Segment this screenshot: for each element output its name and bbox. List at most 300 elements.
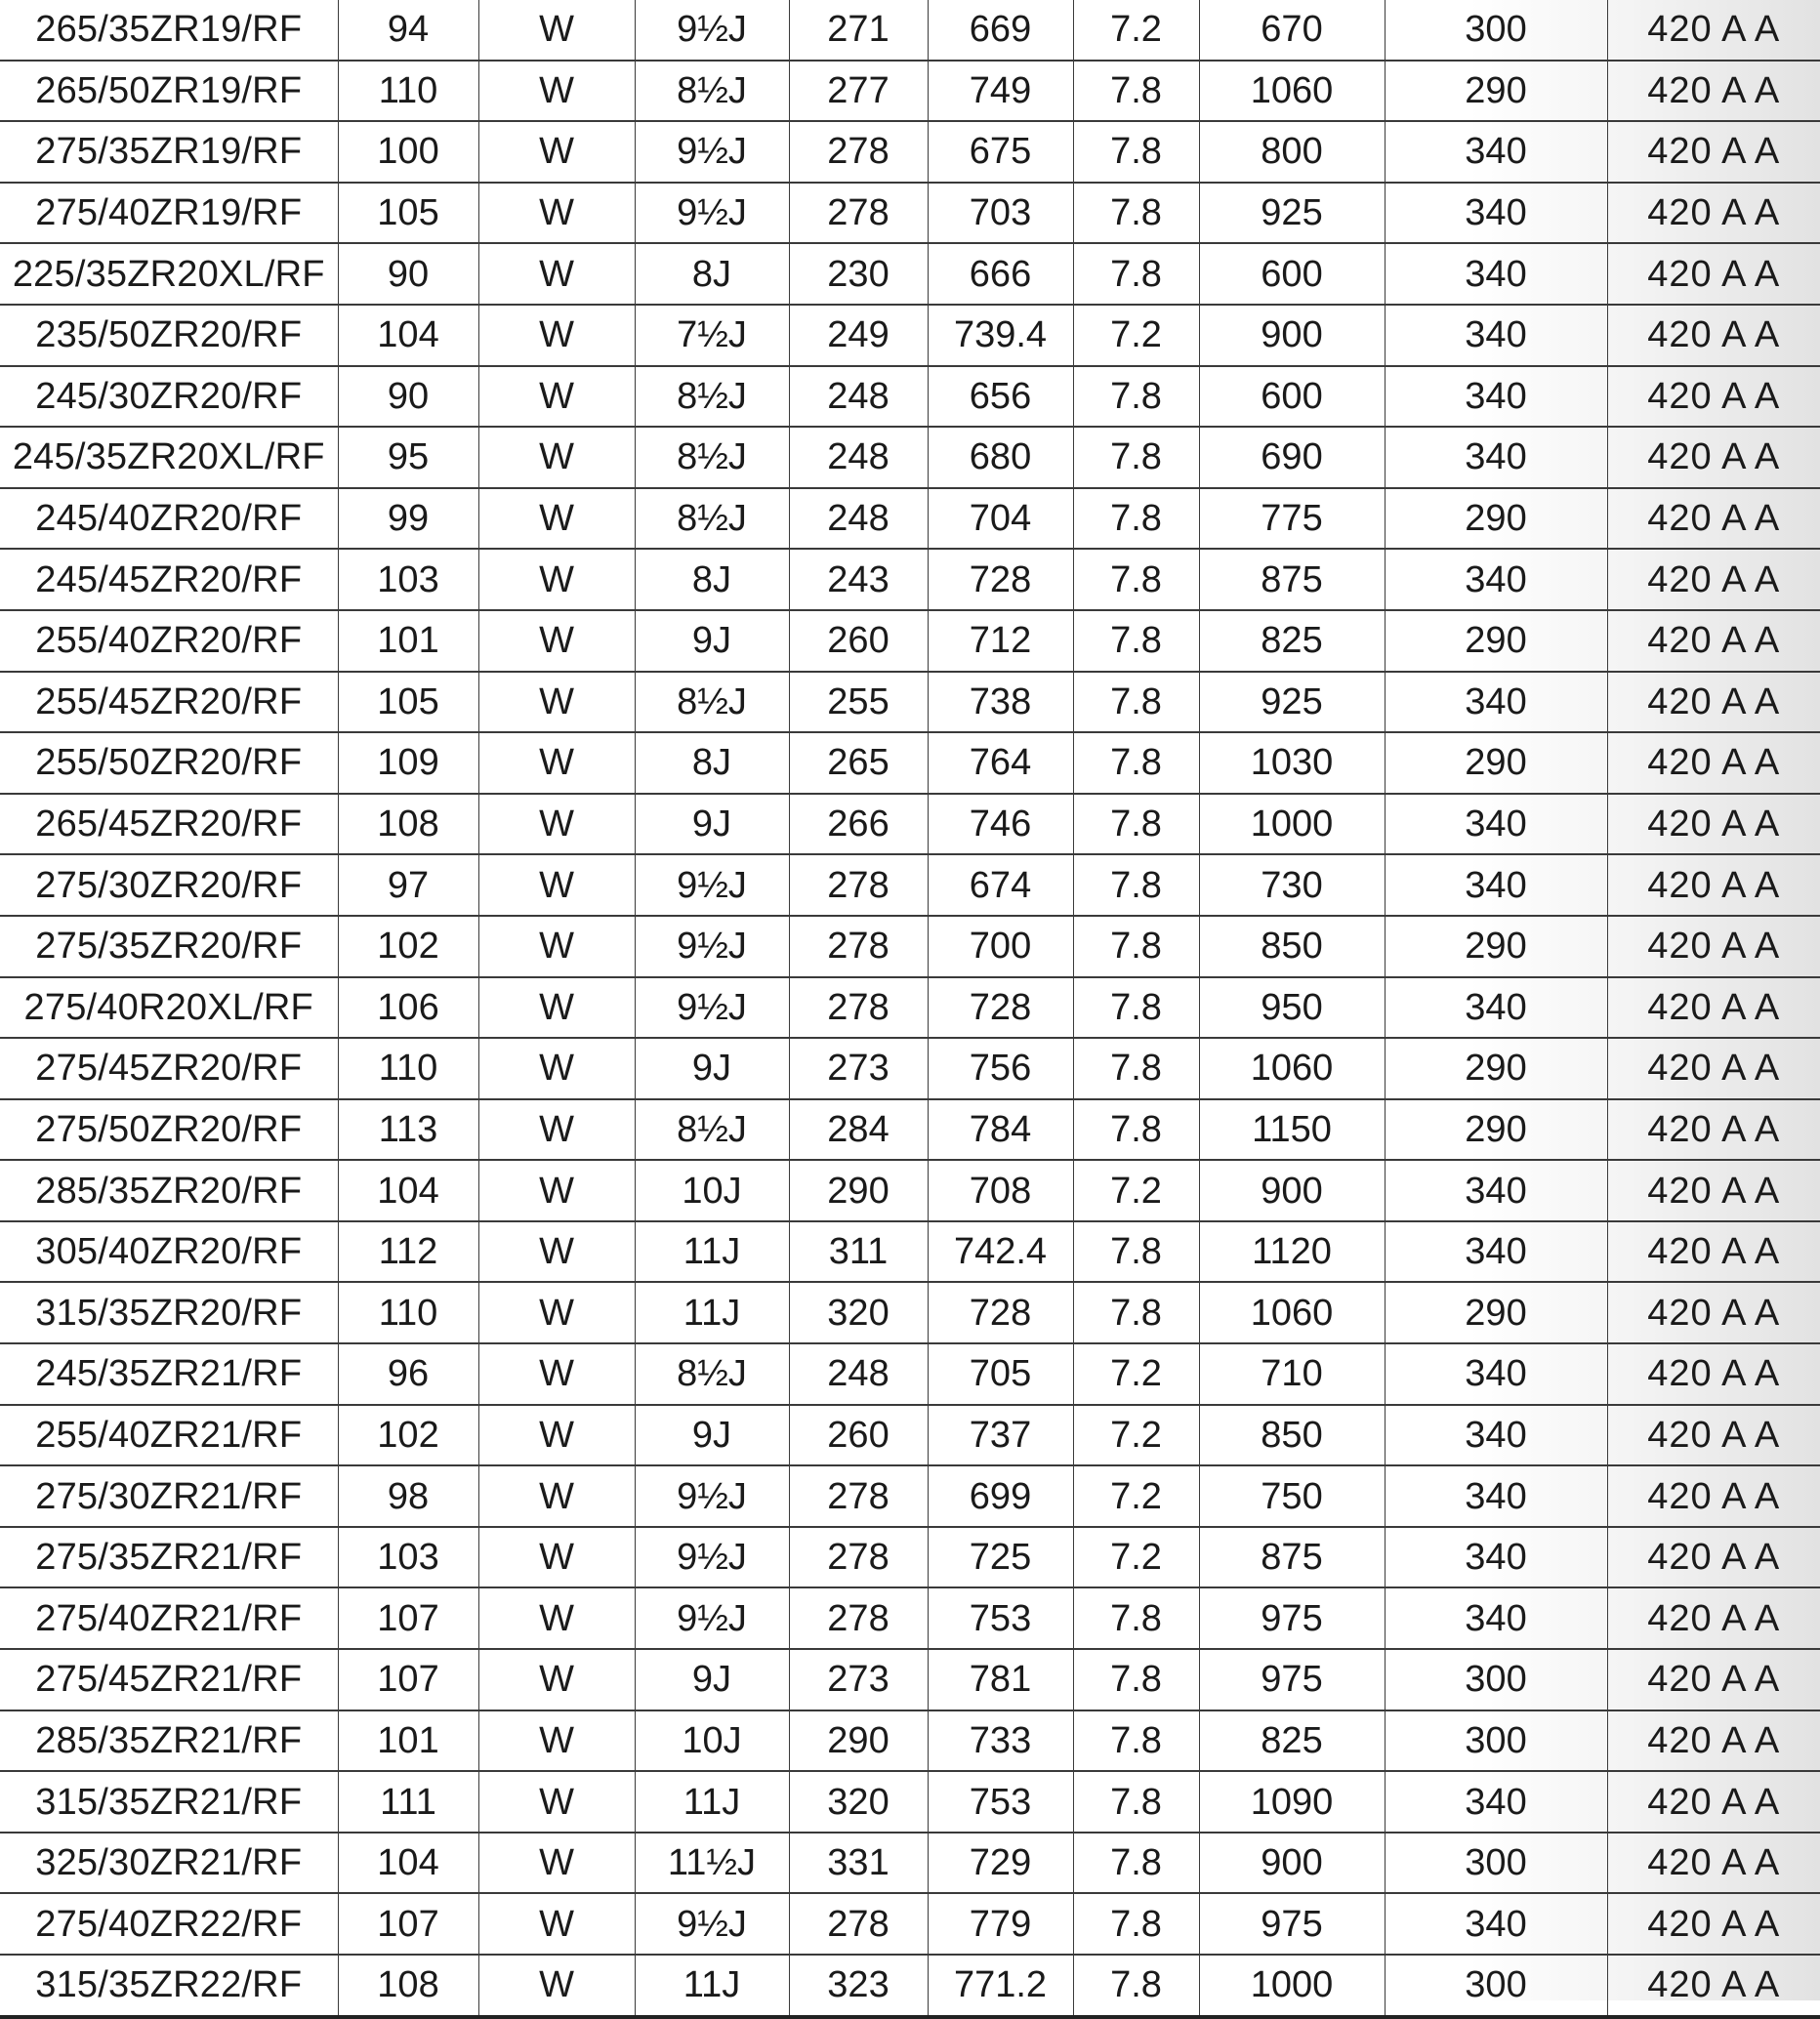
cell-tread-depth: 7.8 <box>1073 610 1199 672</box>
cell-max-pressure: 290 <box>1385 61 1607 122</box>
cell-tread-depth: 7.8 <box>1073 1587 1199 1649</box>
cell-overall-diameter: 703 <box>928 183 1073 244</box>
cell-max-load: 975 <box>1199 1893 1385 1955</box>
cell-max-pressure: 340 <box>1385 1343 1607 1405</box>
cell-rim-width: 9½J <box>635 121 789 183</box>
cell-tread-depth: 7.8 <box>1073 794 1199 855</box>
cell-utqg-rating: 420 A A <box>1607 1710 1820 1772</box>
cell-rim-width: 9J <box>635 1405 789 1466</box>
cell-tire-size: 275/45ZR21/RF <box>0 1649 338 1710</box>
cell-tread-depth: 7.8 <box>1073 243 1199 305</box>
cell-overall-diameter: 700 <box>928 916 1073 977</box>
cell-max-pressure: 340 <box>1385 243 1607 305</box>
cell-load-index: 107 <box>338 1587 478 1649</box>
cell-utqg-rating: 420 A A <box>1607 1771 1820 1833</box>
cell-utqg-rating: 420 A A <box>1607 1282 1820 1343</box>
cell-max-pressure: 300 <box>1385 1649 1607 1710</box>
cell-max-load: 925 <box>1199 183 1385 244</box>
cell-tire-size: 275/45ZR20/RF <box>0 1038 338 1099</box>
cell-utqg-rating: 420 A A <box>1607 1465 1820 1527</box>
cell-overall-diameter: 712 <box>928 610 1073 672</box>
cell-rim-width: 11½J <box>635 1833 789 1894</box>
cell-speed-rating: W <box>478 1527 635 1588</box>
cell-section-width: 320 <box>789 1771 928 1833</box>
cell-section-width: 278 <box>789 854 928 916</box>
cell-speed-rating: W <box>478 1710 635 1772</box>
cell-max-pressure: 340 <box>1385 672 1607 733</box>
cell-max-load: 850 <box>1199 1405 1385 1466</box>
cell-tire-size: 245/40ZR20/RF <box>0 488 338 550</box>
cell-section-width: 260 <box>789 610 928 672</box>
cell-load-index: 90 <box>338 243 478 305</box>
cell-load-index: 106 <box>338 977 478 1039</box>
cell-max-pressure: 340 <box>1385 1160 1607 1221</box>
cell-utqg-rating: 420 A A <box>1607 427 1820 488</box>
cell-rim-width: 8½J <box>635 488 789 550</box>
table-row <box>0 1710 1820 1772</box>
table-row <box>0 916 1820 977</box>
cell-section-width: 248 <box>789 427 928 488</box>
cell-rim-width: 8½J <box>635 366 789 428</box>
cell-section-width: 278 <box>789 1527 928 1588</box>
cell-max-load: 975 <box>1199 1587 1385 1649</box>
cell-max-pressure: 340 <box>1385 1405 1607 1466</box>
cell-load-index: 105 <box>338 672 478 733</box>
cell-overall-diameter: 753 <box>928 1771 1073 1833</box>
cell-utqg-rating: 420 A A <box>1607 0 1820 61</box>
cell-tire-size: 265/45ZR20/RF <box>0 794 338 855</box>
cell-rim-width: 9½J <box>635 1893 789 1955</box>
cell-load-index: 108 <box>338 1955 478 2017</box>
cell-tread-depth: 7.2 <box>1073 1405 1199 1466</box>
cell-max-load: 875 <box>1199 1527 1385 1588</box>
table-row <box>0 1649 1820 1710</box>
cell-max-pressure: 290 <box>1385 488 1607 550</box>
cell-overall-diameter: 728 <box>928 1282 1073 1343</box>
cell-load-index: 100 <box>338 121 478 183</box>
cell-tread-depth: 7.8 <box>1073 1771 1199 1833</box>
table-row <box>0 121 1820 183</box>
cell-tire-size: 255/40ZR20/RF <box>0 610 338 672</box>
cell-overall-diameter: 669 <box>928 0 1073 61</box>
cell-tire-size: 275/40ZR21/RF <box>0 1587 338 1649</box>
cell-section-width: 248 <box>789 1343 928 1405</box>
cell-load-index: 107 <box>338 1649 478 1710</box>
cell-max-pressure: 290 <box>1385 732 1607 794</box>
cell-max-load: 900 <box>1199 1833 1385 1894</box>
cell-utqg-rating: 420 A A <box>1607 243 1820 305</box>
cell-section-width: 278 <box>789 183 928 244</box>
cell-max-pressure: 340 <box>1385 305 1607 366</box>
cell-tire-size: 245/45ZR20/RF <box>0 549 338 610</box>
table-row <box>0 427 1820 488</box>
cell-rim-width: 11J <box>635 1955 789 2017</box>
cell-overall-diameter: 742.4 <box>928 1221 1073 1283</box>
cell-tire-size: 275/40ZR22/RF <box>0 1893 338 1955</box>
cell-rim-width: 11J <box>635 1282 789 1343</box>
cell-utqg-rating: 420 A A <box>1607 672 1820 733</box>
cell-max-load: 1060 <box>1199 1282 1385 1343</box>
cell-max-load: 1000 <box>1199 794 1385 855</box>
cell-speed-rating: W <box>478 794 635 855</box>
cell-rim-width: 9½J <box>635 183 789 244</box>
cell-rim-width: 8J <box>635 732 789 794</box>
cell-tire-size: 255/40ZR21/RF <box>0 1405 338 1466</box>
cell-speed-rating: W <box>478 1465 635 1527</box>
cell-tire-size: 245/35ZR20XL/RF <box>0 427 338 488</box>
cell-speed-rating: W <box>478 732 635 794</box>
table-row <box>0 1587 1820 1649</box>
cell-max-load: 600 <box>1199 243 1385 305</box>
cell-tire-size: 275/30ZR20/RF <box>0 854 338 916</box>
table-row <box>0 1893 1820 1955</box>
cell-utqg-rating: 420 A A <box>1607 1343 1820 1405</box>
cell-utqg-rating: 420 A A <box>1607 1527 1820 1588</box>
cell-max-load: 875 <box>1199 549 1385 610</box>
cell-speed-rating: W <box>478 183 635 244</box>
cell-tire-size: 325/30ZR21/RF <box>0 1833 338 1894</box>
table-row <box>0 854 1820 916</box>
cell-utqg-rating: 420 A A <box>1607 1221 1820 1283</box>
cell-max-pressure: 340 <box>1385 549 1607 610</box>
cell-load-index: 104 <box>338 1833 478 1894</box>
cell-max-load: 750 <box>1199 1465 1385 1527</box>
cell-load-index: 110 <box>338 1038 478 1099</box>
cell-overall-diameter: 725 <box>928 1527 1073 1588</box>
cell-max-pressure: 340 <box>1385 794 1607 855</box>
cell-tread-depth: 7.8 <box>1073 1099 1199 1161</box>
cell-load-index: 96 <box>338 1343 478 1405</box>
cell-rim-width: 9½J <box>635 1527 789 1588</box>
cell-utqg-rating: 420 A A <box>1607 794 1820 855</box>
cell-section-width: 260 <box>789 1405 928 1466</box>
cell-section-width: 278 <box>789 1465 928 1527</box>
cell-section-width: 248 <box>789 488 928 550</box>
cell-rim-width: 9J <box>635 1649 789 1710</box>
cell-max-pressure: 340 <box>1385 1221 1607 1283</box>
cell-rim-width: 8½J <box>635 61 789 122</box>
cell-utqg-rating: 420 A A <box>1607 183 1820 244</box>
cell-section-width: 273 <box>789 1649 928 1710</box>
cell-speed-rating: W <box>478 61 635 122</box>
cell-max-pressure: 340 <box>1385 977 1607 1039</box>
table-row <box>0 549 1820 610</box>
cell-tread-depth: 7.8 <box>1073 977 1199 1039</box>
cell-overall-diameter: 728 <box>928 549 1073 610</box>
cell-max-load: 900 <box>1199 1160 1385 1221</box>
cell-tire-size: 265/35ZR19/RF <box>0 0 338 61</box>
cell-rim-width: 8J <box>635 243 789 305</box>
cell-overall-diameter: 674 <box>928 854 1073 916</box>
cell-max-load: 900 <box>1199 305 1385 366</box>
table-row <box>0 1038 1820 1099</box>
cell-max-load: 690 <box>1199 427 1385 488</box>
cell-tire-size: 315/35ZR21/RF <box>0 1771 338 1833</box>
cell-overall-diameter: 666 <box>928 243 1073 305</box>
cell-speed-rating: W <box>478 1405 635 1466</box>
cell-max-load: 775 <box>1199 488 1385 550</box>
cell-utqg-rating: 420 A A <box>1607 1649 1820 1710</box>
cell-utqg-rating: 420 A A <box>1607 1955 1820 2017</box>
cell-max-pressure: 340 <box>1385 121 1607 183</box>
cell-speed-rating: W <box>478 1833 635 1894</box>
cell-tire-size: 275/40R20XL/RF <box>0 977 338 1039</box>
cell-load-index: 110 <box>338 1282 478 1343</box>
cell-section-width: 311 <box>789 1221 928 1283</box>
cell-load-index: 110 <box>338 61 478 122</box>
cell-speed-rating: W <box>478 243 635 305</box>
cell-section-width: 230 <box>789 243 928 305</box>
cell-tread-depth: 7.8 <box>1073 1649 1199 1710</box>
cell-section-width: 249 <box>789 305 928 366</box>
cell-load-index: 90 <box>338 366 478 428</box>
cell-tread-depth: 7.8 <box>1073 1955 1199 2017</box>
cell-overall-diameter: 699 <box>928 1465 1073 1527</box>
cell-max-pressure: 290 <box>1385 610 1607 672</box>
cell-tread-depth: 7.8 <box>1073 549 1199 610</box>
cell-load-index: 94 <box>338 0 478 61</box>
cell-load-index: 98 <box>338 1465 478 1527</box>
table-row <box>0 1099 1820 1161</box>
cell-rim-width: 9½J <box>635 977 789 1039</box>
cell-speed-rating: W <box>478 672 635 733</box>
cell-section-width: 278 <box>789 916 928 977</box>
cell-overall-diameter: 749 <box>928 61 1073 122</box>
cell-tire-size: 285/35ZR21/RF <box>0 1710 338 1772</box>
cell-rim-width: 11J <box>635 1221 789 1283</box>
cell-speed-rating: W <box>478 1955 635 2017</box>
cell-speed-rating: W <box>478 549 635 610</box>
cell-load-index: 112 <box>338 1221 478 1283</box>
cell-utqg-rating: 420 A A <box>1607 1833 1820 1894</box>
cell-tread-depth: 7.8 <box>1073 1710 1199 1772</box>
cell-section-width: 255 <box>789 672 928 733</box>
cell-max-pressure: 340 <box>1385 1527 1607 1588</box>
table-row <box>0 794 1820 855</box>
cell-load-index: 103 <box>338 1527 478 1588</box>
cell-tire-size: 315/35ZR20/RF <box>0 1282 338 1343</box>
cell-utqg-rating: 420 A A <box>1607 916 1820 977</box>
cell-max-pressure: 340 <box>1385 1587 1607 1649</box>
cell-tread-depth: 7.2 <box>1073 1160 1199 1221</box>
cell-tread-depth: 7.8 <box>1073 1221 1199 1283</box>
cell-max-load: 600 <box>1199 366 1385 428</box>
cell-max-pressure: 340 <box>1385 366 1607 428</box>
cell-rim-width: 9J <box>635 610 789 672</box>
cell-section-width: 271 <box>789 0 928 61</box>
cell-max-pressure: 300 <box>1385 0 1607 61</box>
cell-tread-depth: 7.2 <box>1073 0 1199 61</box>
cell-overall-diameter: 729 <box>928 1833 1073 1894</box>
cell-overall-diameter: 746 <box>928 794 1073 855</box>
cell-tire-size: 235/50ZR20/RF <box>0 305 338 366</box>
cell-max-load: 710 <box>1199 1343 1385 1405</box>
cell-tread-depth: 7.8 <box>1073 183 1199 244</box>
cell-rim-width: 9J <box>635 794 789 855</box>
cell-load-index: 113 <box>338 1099 478 1161</box>
table-row <box>0 1771 1820 1833</box>
cell-max-pressure: 300 <box>1385 1955 1607 2017</box>
cell-utqg-rating: 420 A A <box>1607 1587 1820 1649</box>
table-row <box>0 305 1820 366</box>
cell-tread-depth: 7.8 <box>1073 1893 1199 1955</box>
cell-rim-width: 9½J <box>635 916 789 977</box>
cell-load-index: 105 <box>338 183 478 244</box>
cell-tire-size: 285/35ZR20/RF <box>0 1160 338 1221</box>
cell-load-index: 102 <box>338 1405 478 1466</box>
cell-tire-size: 245/30ZR20/RF <box>0 366 338 428</box>
cell-section-width: 290 <box>789 1160 928 1221</box>
cell-tread-depth: 7.8 <box>1073 1038 1199 1099</box>
cell-speed-rating: W <box>478 1282 635 1343</box>
cell-section-width: 278 <box>789 977 928 1039</box>
cell-max-pressure: 290 <box>1385 916 1607 977</box>
cell-tire-size: 225/35ZR20XL/RF <box>0 243 338 305</box>
cell-tire-size: 275/35ZR20/RF <box>0 916 338 977</box>
cell-section-width: 273 <box>789 1038 928 1099</box>
cell-rim-width: 8½J <box>635 1099 789 1161</box>
cell-section-width: 278 <box>789 1893 928 1955</box>
cell-utqg-rating: 420 A A <box>1607 610 1820 672</box>
cell-load-index: 102 <box>338 916 478 977</box>
cell-speed-rating: W <box>478 916 635 977</box>
cell-max-load: 1060 <box>1199 1038 1385 1099</box>
cell-tread-depth: 7.2 <box>1073 305 1199 366</box>
cell-rim-width: 9J <box>635 1038 789 1099</box>
cell-load-index: 101 <box>338 610 478 672</box>
cell-tread-depth: 7.2 <box>1073 1343 1199 1405</box>
cell-speed-rating: W <box>478 488 635 550</box>
cell-utqg-rating: 420 A A <box>1607 977 1820 1039</box>
cell-max-pressure: 340 <box>1385 183 1607 244</box>
cell-tread-depth: 7.2 <box>1073 1527 1199 1588</box>
cell-tread-depth: 7.8 <box>1073 854 1199 916</box>
cell-overall-diameter: 739.4 <box>928 305 1073 366</box>
cell-max-pressure: 290 <box>1385 1282 1607 1343</box>
cell-utqg-rating: 420 A A <box>1607 305 1820 366</box>
table-row <box>0 488 1820 550</box>
cell-max-pressure: 340 <box>1385 1893 1607 1955</box>
cell-max-load: 925 <box>1199 672 1385 733</box>
table-row <box>0 1405 1820 1466</box>
cell-tire-size: 275/35ZR19/RF <box>0 121 338 183</box>
cell-rim-width: 10J <box>635 1710 789 1772</box>
cell-speed-rating: W <box>478 1343 635 1405</box>
cell-rim-width: 7½J <box>635 305 789 366</box>
cell-utqg-rating: 420 A A <box>1607 1893 1820 1955</box>
cell-max-load: 1090 <box>1199 1771 1385 1833</box>
cell-max-pressure: 290 <box>1385 1099 1607 1161</box>
cell-utqg-rating: 420 A A <box>1607 488 1820 550</box>
cell-utqg-rating: 420 A A <box>1607 366 1820 428</box>
cell-section-width: 284 <box>789 1099 928 1161</box>
cell-speed-rating: W <box>478 1649 635 1710</box>
cell-overall-diameter: 704 <box>928 488 1073 550</box>
cell-tread-depth: 7.8 <box>1073 1282 1199 1343</box>
cell-tread-depth: 7.8 <box>1073 672 1199 733</box>
table-row <box>0 61 1820 122</box>
cell-rim-width: 8½J <box>635 672 789 733</box>
cell-max-pressure: 340 <box>1385 854 1607 916</box>
cell-tire-size: 275/30ZR21/RF <box>0 1465 338 1527</box>
cell-tread-depth: 7.8 <box>1073 1833 1199 1894</box>
cell-rim-width: 8½J <box>635 1343 789 1405</box>
cell-section-width: 323 <box>789 1955 928 2017</box>
cell-tire-size: 265/50ZR19/RF <box>0 61 338 122</box>
cell-section-width: 277 <box>789 61 928 122</box>
table-row <box>0 1160 1820 1221</box>
cell-tread-depth: 7.8 <box>1073 488 1199 550</box>
cell-max-load: 730 <box>1199 854 1385 916</box>
cell-tread-depth: 7.8 <box>1073 916 1199 977</box>
cell-max-pressure: 290 <box>1385 1038 1607 1099</box>
cell-max-pressure: 340 <box>1385 1465 1607 1527</box>
cell-utqg-rating: 420 A A <box>1607 121 1820 183</box>
cell-speed-rating: W <box>478 1893 635 1955</box>
cell-tire-size: 275/35ZR21/RF <box>0 1527 338 1588</box>
cell-rim-width: 11J <box>635 1771 789 1833</box>
cell-speed-rating: W <box>478 121 635 183</box>
cell-overall-diameter: 680 <box>928 427 1073 488</box>
table-row <box>0 1955 1820 2017</box>
cell-tread-depth: 7.2 <box>1073 1465 1199 1527</box>
cell-section-width: 331 <box>789 1833 928 1894</box>
cell-section-width: 278 <box>789 121 928 183</box>
cell-rim-width: 8½J <box>635 427 789 488</box>
cell-tread-depth: 7.8 <box>1073 427 1199 488</box>
cell-overall-diameter: 753 <box>928 1587 1073 1649</box>
table-row <box>0 183 1820 244</box>
cell-utqg-rating: 420 A A <box>1607 61 1820 122</box>
cell-load-index: 99 <box>338 488 478 550</box>
table-row <box>0 1343 1820 1405</box>
cell-overall-diameter: 784 <box>928 1099 1073 1161</box>
cell-load-index: 111 <box>338 1771 478 1833</box>
cell-load-index: 108 <box>338 794 478 855</box>
cell-overall-diameter: 779 <box>928 1893 1073 1955</box>
cell-load-index: 109 <box>338 732 478 794</box>
cell-tire-size: 255/45ZR20/RF <box>0 672 338 733</box>
table-row <box>0 732 1820 794</box>
cell-max-load: 850 <box>1199 916 1385 977</box>
cell-speed-rating: W <box>478 1771 635 1833</box>
cell-max-load: 1150 <box>1199 1099 1385 1161</box>
cell-max-pressure: 340 <box>1385 1771 1607 1833</box>
cell-load-index: 95 <box>338 427 478 488</box>
cell-overall-diameter: 737 <box>928 1405 1073 1466</box>
cell-overall-diameter: 756 <box>928 1038 1073 1099</box>
cell-tire-size: 255/50ZR20/RF <box>0 732 338 794</box>
cell-section-width: 266 <box>789 794 928 855</box>
cell-rim-width: 9½J <box>635 1587 789 1649</box>
cell-tire-size: 275/40ZR19/RF <box>0 183 338 244</box>
cell-overall-diameter: 771.2 <box>928 1955 1073 2017</box>
cell-tire-size: 315/35ZR22/RF <box>0 1955 338 2017</box>
cell-max-pressure: 300 <box>1385 1710 1607 1772</box>
cell-overall-diameter: 764 <box>928 732 1073 794</box>
cell-section-width: 278 <box>789 1587 928 1649</box>
cell-max-load: 1000 <box>1199 1955 1385 2017</box>
cell-rim-width: 8J <box>635 549 789 610</box>
cell-tread-depth: 7.8 <box>1073 732 1199 794</box>
cell-speed-rating: W <box>478 1099 635 1161</box>
cell-section-width: 290 <box>789 1710 928 1772</box>
cell-speed-rating: W <box>478 1221 635 1283</box>
cell-overall-diameter: 728 <box>928 977 1073 1039</box>
cell-rim-width: 9½J <box>635 1465 789 1527</box>
cell-speed-rating: W <box>478 0 635 61</box>
table-row <box>0 1221 1820 1283</box>
